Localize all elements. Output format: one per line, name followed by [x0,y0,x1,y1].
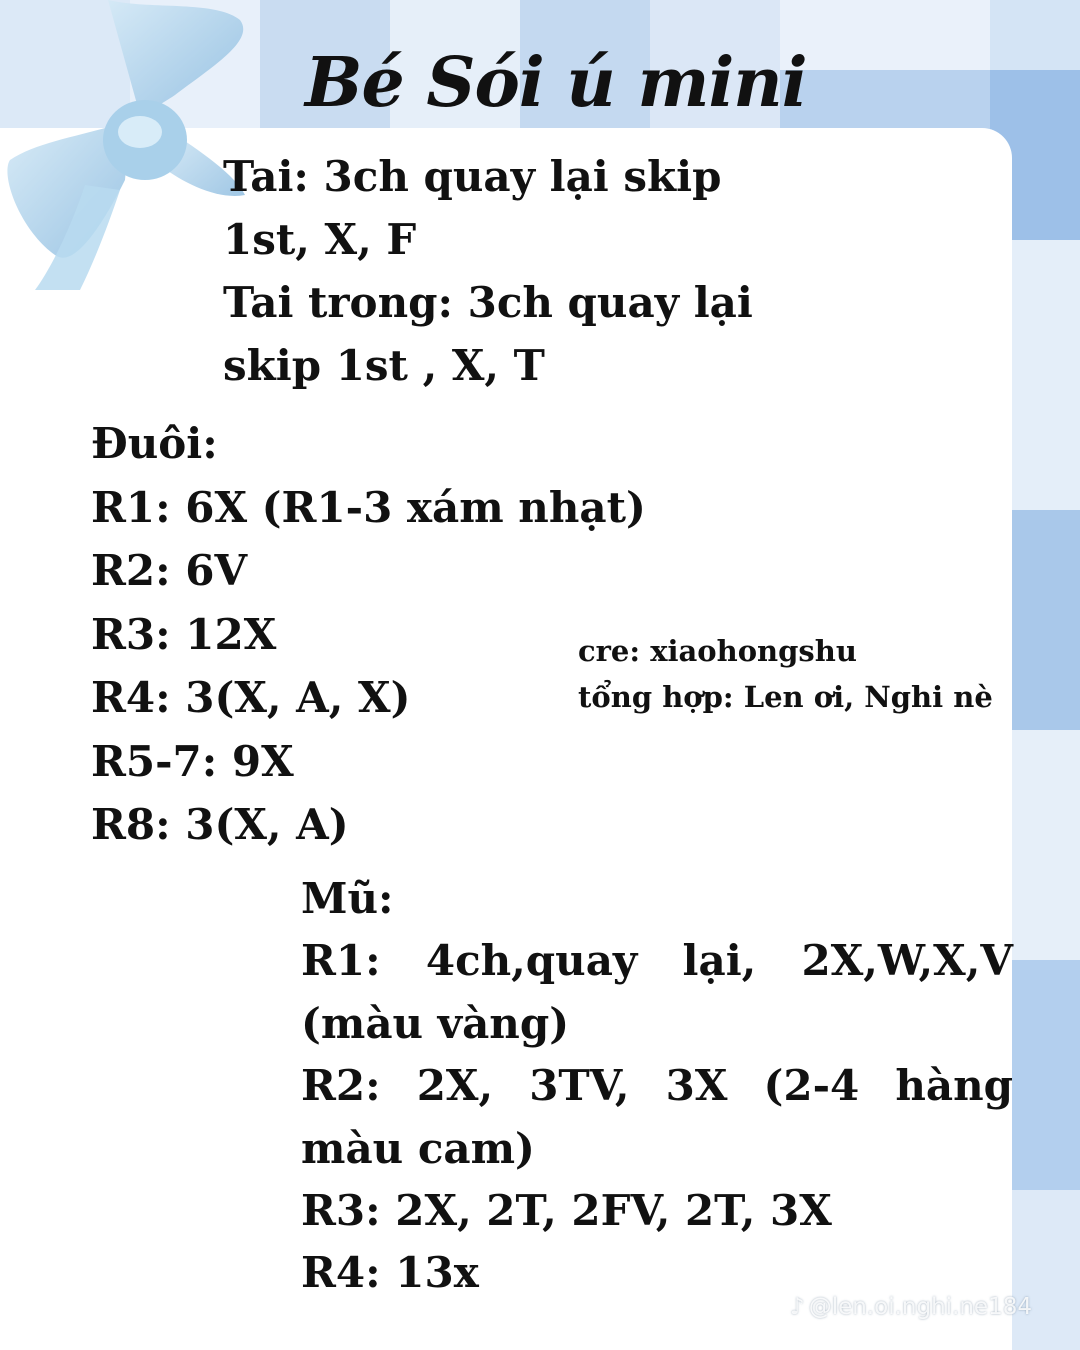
tail-section [91,412,646,857]
hat-row-r1-cont: (màu vàng) [301,998,570,1048]
tail-row: R1: 6X (R1-3 xám nhạt) [91,482,646,532]
bg-tile [1012,960,1080,1190]
hat-row-r4: R4: 13x [301,1248,479,1298]
bow-icon [0,0,260,290]
hat-word: 3TV, [529,1061,630,1111]
tail-row: R4: 3(X, A, X) [91,673,411,722]
ear-line: Tai: 3ch quay lại skip [223,152,722,201]
hat-word: R2: [301,1061,381,1111]
hat-word: lại, [682,936,757,986]
bg-tile [1012,240,1080,510]
tail-row: R5-7: 9X [91,736,294,786]
ear-line: Tai trong: 3ch quay lại [223,278,753,327]
ear-line: 1st, X, F [223,215,417,264]
hat-word: (2-4 [763,1061,860,1111]
bg-tile [1012,510,1080,730]
watermark-handle: @len.oi.nghi.ne184 [808,1294,1032,1320]
hat-row-r3: R3: 2X, 2T, 2FV, 2T, 3X [301,1186,832,1236]
tail-row: R2: 6V [91,546,248,595]
ear-line: skip 1st , X, T [223,341,545,390]
hat-row-r2-cont: màu cam) [301,1123,535,1173]
tail-heading: Đuôi: [91,419,218,468]
tiktok-icon: ♪ [790,1294,805,1320]
tail-row: R3: 12X [91,609,277,659]
watermark [790,1294,1032,1320]
credit-source: cre: xiaohongshu [578,634,857,668]
bg-tile [990,0,1080,70]
tail-row: R8: 3(X, A) [91,800,349,849]
hat-section [301,868,1013,1305]
hat-word: hàng [895,1061,1013,1111]
credit-compiled: tổng hợp: Len ơi, Nghi nè [578,680,993,714]
hat-row-r1 [301,930,1013,992]
bg-tile [1012,730,1080,960]
hat-heading: Mũ: [301,874,394,923]
credit-block [578,628,993,720]
hat-word: 2X,W,X,V [801,936,1013,986]
hat-word: 4ch,quay [425,936,638,986]
hat-word: R1: [301,936,381,986]
bg-tile [1012,1190,1080,1350]
hat-row-r2 [301,1055,1013,1117]
hat-word: 2X, [416,1061,494,1111]
ear-section [223,145,753,397]
page-title: Bé Sói ú mini [305,43,807,123]
hat-word: 3X [665,1061,728,1111]
